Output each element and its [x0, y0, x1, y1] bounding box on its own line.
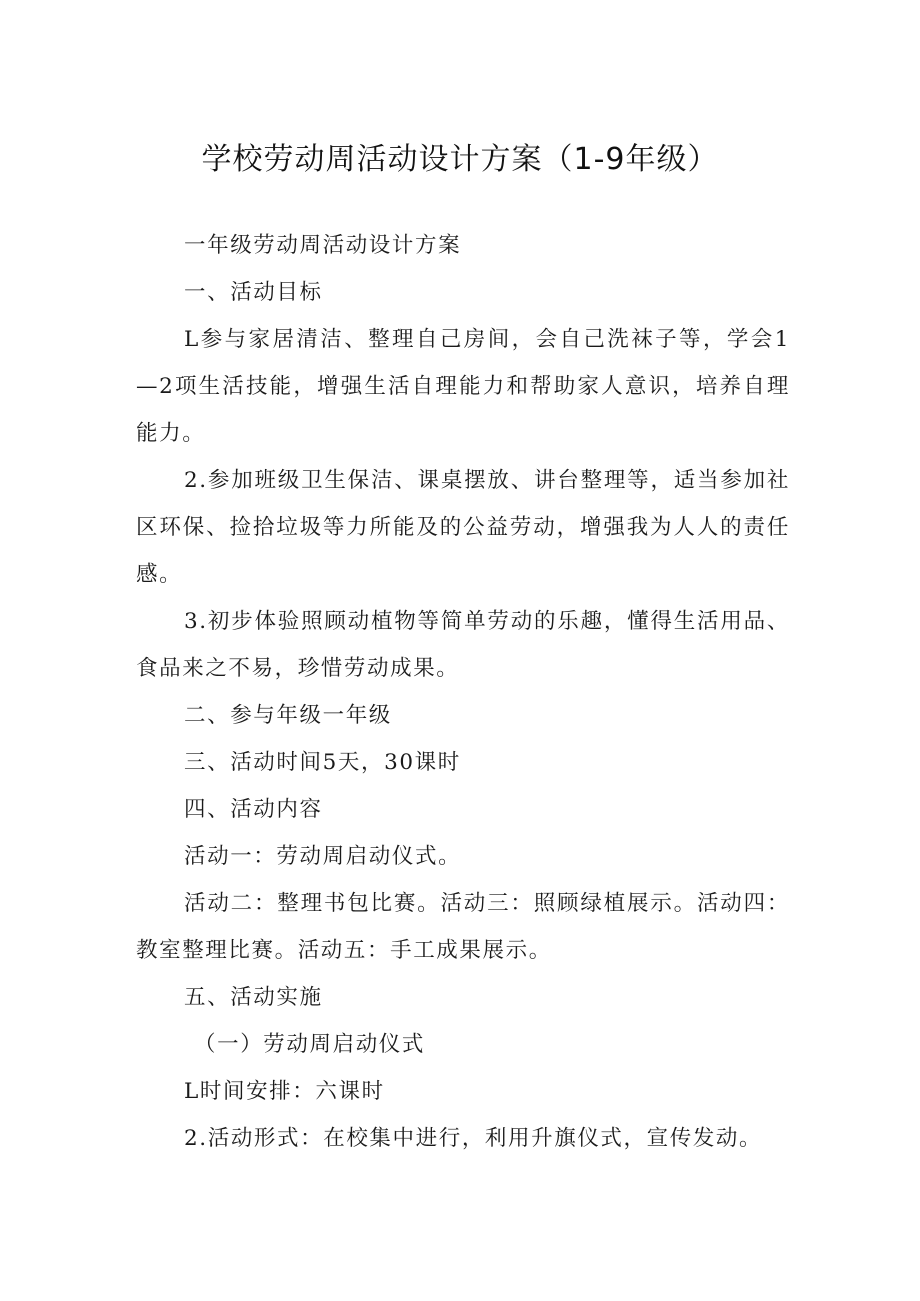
- section-heading-content: 四、活动内容: [184, 797, 323, 822]
- section-heading-time: 三、活动时间5天，30课时: [184, 750, 461, 775]
- activity-list: 活动二：整理书包比赛。活动三：照顾绿植展示。活动四：教室整理比赛。活动五：手工成果展示。: [136, 891, 790, 963]
- launch-schedule: L时间安排：六课时: [184, 1079, 385, 1104]
- goal-item-1: L参与家居清洁、整理自己房间，会自己洗袜子等，学会1—2项生活技能，增强生活自理能力和帮助家人意识，培养自理能力。: [136, 327, 790, 446]
- launch-format: 2.活动形式：在校集中进行，利用升旗仪式，宣传发动。: [184, 1126, 763, 1151]
- document-title: 学校劳动周活动设计方案（1-9年级）: [201, 142, 719, 177]
- section-heading-implementation: 五、活动实施: [184, 985, 323, 1010]
- activity-1: 活动一：劳动周启动仪式。: [184, 844, 462, 869]
- section-heading-goals: 一、活动目标: [184, 280, 323, 305]
- goal-item-3: 3.初步体验照顾动植物等简单劳动的乐趣，懂得生活用品、食品来之不易，珍惜劳动成果。: [136, 609, 790, 681]
- section-heading-grade: 二、参与年级一年级: [184, 703, 392, 728]
- grade-heading: 一年级劳动周活动设计方案: [184, 233, 462, 258]
- document-body: [136, 222, 790, 1162]
- subsection-heading-launch: （一）劳动周启动仪式: [194, 1032, 426, 1057]
- goal-item-2: 2.参加班级卫生保洁、课桌摆放、讲台整理等，适当参加社区环保、捡拾垃圾等力所能及的公益劳动，增强我为人人的责任感。: [136, 468, 790, 587]
